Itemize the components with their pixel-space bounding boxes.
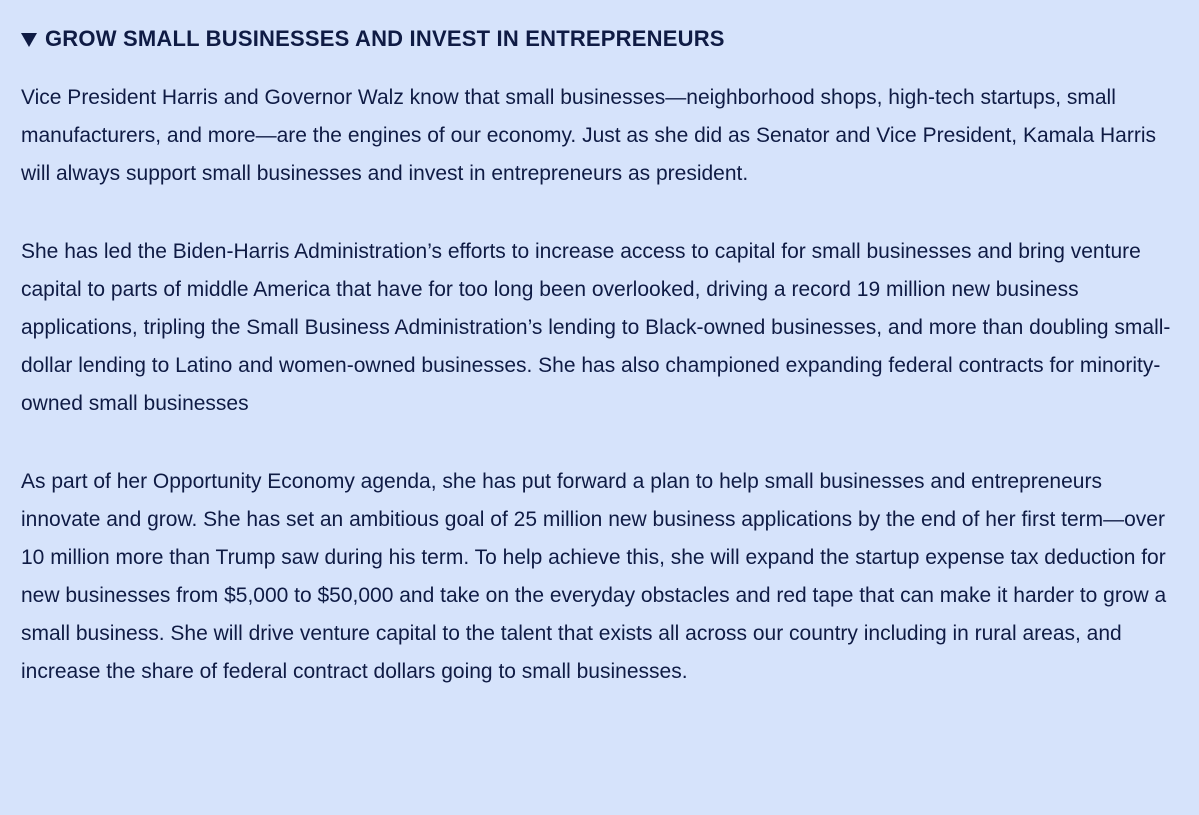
triangle-down-icon bbox=[21, 33, 37, 47]
section-toggle[interactable] bbox=[21, 24, 1179, 54]
paragraph-record: She has led the Biden-Harris Administration’s efforts to increase access to capital for small businesses and bring venture capital to parts of middle America that have for too long been overlooked, driving a record 19 million new business applications, tripling the Small Business Administration’s lending to Black-owned businesses, and more than doubling small-dollar lending to Latino and women-owned businesses. She has also championed expanding federal contracts for minority-owned small businesses bbox=[21, 240, 1171, 415]
paragraph-intro: Vice President Harris and Governor Walz know that small businesses—neighborhood shops, high-tech startups, small manufacturers, and more—are the engines of our economy. Just as she did as Senator and Vice President, Kamala Harris will always support small businesses and invest in entrepreneurs as president. bbox=[21, 86, 1156, 185]
section-body bbox=[21, 79, 1179, 691]
paragraph-agenda: As part of her Opportunity Economy agenda, she has put forward a plan to help small businesses and entrepreneurs innovate and grow. She has set an ambitious goal of 25 million new business applications by the end of her first term—over 10 million more than Trump saw during his term. To help achieve this, she will expand the startup expense tax deduction for new businesses from $5,000 to $50,000 and take on the everyday obstacles and red tape that can make it harder to grow a small business. She will drive venture capital to the talent that exists all across our country including in rural areas, and increase the share of federal contract dollars going to small businesses. bbox=[21, 470, 1167, 683]
section-title: GROW SMALL BUSINESSES AND INVEST IN ENTREPRENEURS bbox=[45, 26, 725, 51]
